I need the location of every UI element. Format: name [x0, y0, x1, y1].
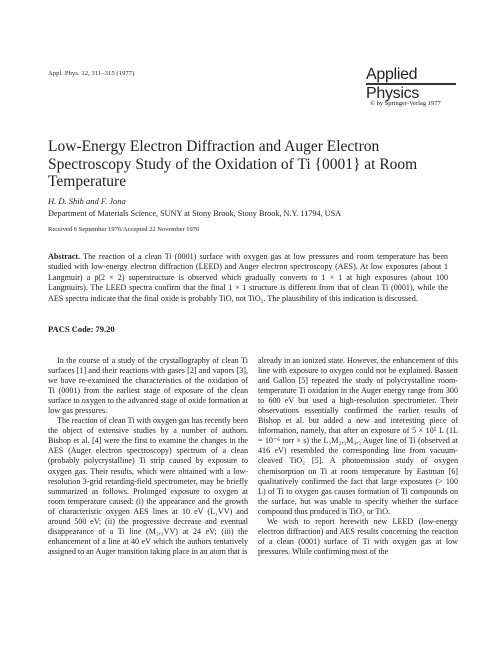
- received-dates: Received 6 September 1976/Accepted 22 November 1976: [48, 226, 200, 233]
- abstract-block: [48, 252, 448, 304]
- journal-reference: Appl. Phys. 12, 311–315 (1977): [48, 70, 135, 77]
- paragraph: already in an ionized state. However, the enhancement of this line with exposure to oxygen could not be explained. Bassett and Gallon [5] repeated the study of polycrystalline room-temperature Ti oxidation in the Auger energy range from 300 to 600 eV but used a high-resolution spectrometer. Their observations essentially confirmed the earlier results of Bishop et al. but added a new and interesting piece of information, namely, that after an exposure of 5 × 10⁵ L (1L = 10⁻⁶ torr × s) the L₃M₂,₃M₄,₅ Auger line of Ti (observed at 416 eV) resembled the corresponding line from vacuum-cleaved TiO₂ [5]. A photoemission study of oxygen chemisorption on Ti at room temperature by Eastman [6] qualitatively confirmed the fact that large exposures (> 100 L) of Ti to oxygen gas causes formation of Ti compounds on the surface, but was unable to specify whether the surface compound thus produced is TiO₂ or TiO.: [258, 356, 458, 516]
- abstract-label: Abstract.: [48, 252, 81, 261]
- paragraph: We wish to report herewith new LEED (low-energy electron diffraction) and AES results concerning the reaction of a clean (0001) surface of Ti with oxygen gas at low pressures. While confirming most of the: [258, 516, 458, 556]
- affiliation: Department of Materials Science, SUNY at Stony Brook, Stony Brook, N.Y. 11794, USA: [48, 209, 342, 218]
- logo-word-physics: Physics: [366, 84, 420, 102]
- copyright-notice: © by Springer-Verlag 1977: [370, 100, 441, 107]
- article-title: Low-Energy Electron Diffraction and Auger Electron Spectroscopy Study of the Oxidation of Ti {0001} at Room Temperature: [48, 138, 418, 190]
- journal-logo: [366, 68, 456, 101]
- paragraph: In the course of a study of the crystallography of clean Ti surfaces [1] and their reactions with gases [2] and vapors [3], we have re-examined the characteristics of the oxidation of Ti (0001) from the earliest stage of exposure of the clean surface to oxygen to the advanced stage of oxide formation at low gas pressures.: [48, 356, 248, 416]
- body-column-right: [258, 356, 458, 557]
- abstract-text: The reaction of a clean Ti (0001) surface with oxygen gas at low pressures and room temperature has been studied with low-energy electron diffraction (LEED) and Auger electron spectroscopy (AES). At low exposures (about 1 Langmuir) a p(2 × 2) superstructure is observed which gradually converts to 1 × 1 at high exposures (about 100 Langmuirs). The LEED spectra confirm that the final 1 × 1 structure is different from that of clean Ti (0001), while the AES spectra indicate that the final oxide is probably TiO, not TiO₂. The plausibility of this indication is discussed.: [48, 252, 448, 303]
- paragraph: The reaction of clean Ti with oxygen gas has recently been the object of extensive studies by a number of authors. Bishop et al. [4] were the first to examine the changes in the AES (Auger electron spectroscopy) spectrum of a clean (probably polycrystalline) Ti strip caused by exposure to oxygen gas. Their results, which were obtained with a low-resolution 3-grid retarding-field spectrometer, may be briefly summarized as follows. Prolonged exposure to oxygen at room temperature caused: (i) the appearance and the growth of characteristic oxygen AES lines at 10 eV (L₁VV) and around 500 eV; (ii) the progressive decrease and eventual disappearance of a Ti line (M₂,₃VV) at 24 eV; (iii) the enhancement of a line at 40 eV which the authors tentatively assigned to an Auger transition taking place in an atom that is: [48, 416, 248, 556]
- body-column-left: [48, 356, 248, 557]
- logo-word-applied: Applied: [366, 66, 418, 83]
- author-list: H. D. Shih and F. Jona: [48, 196, 126, 206]
- pacs-code: PACS Code: 79.20: [48, 324, 115, 334]
